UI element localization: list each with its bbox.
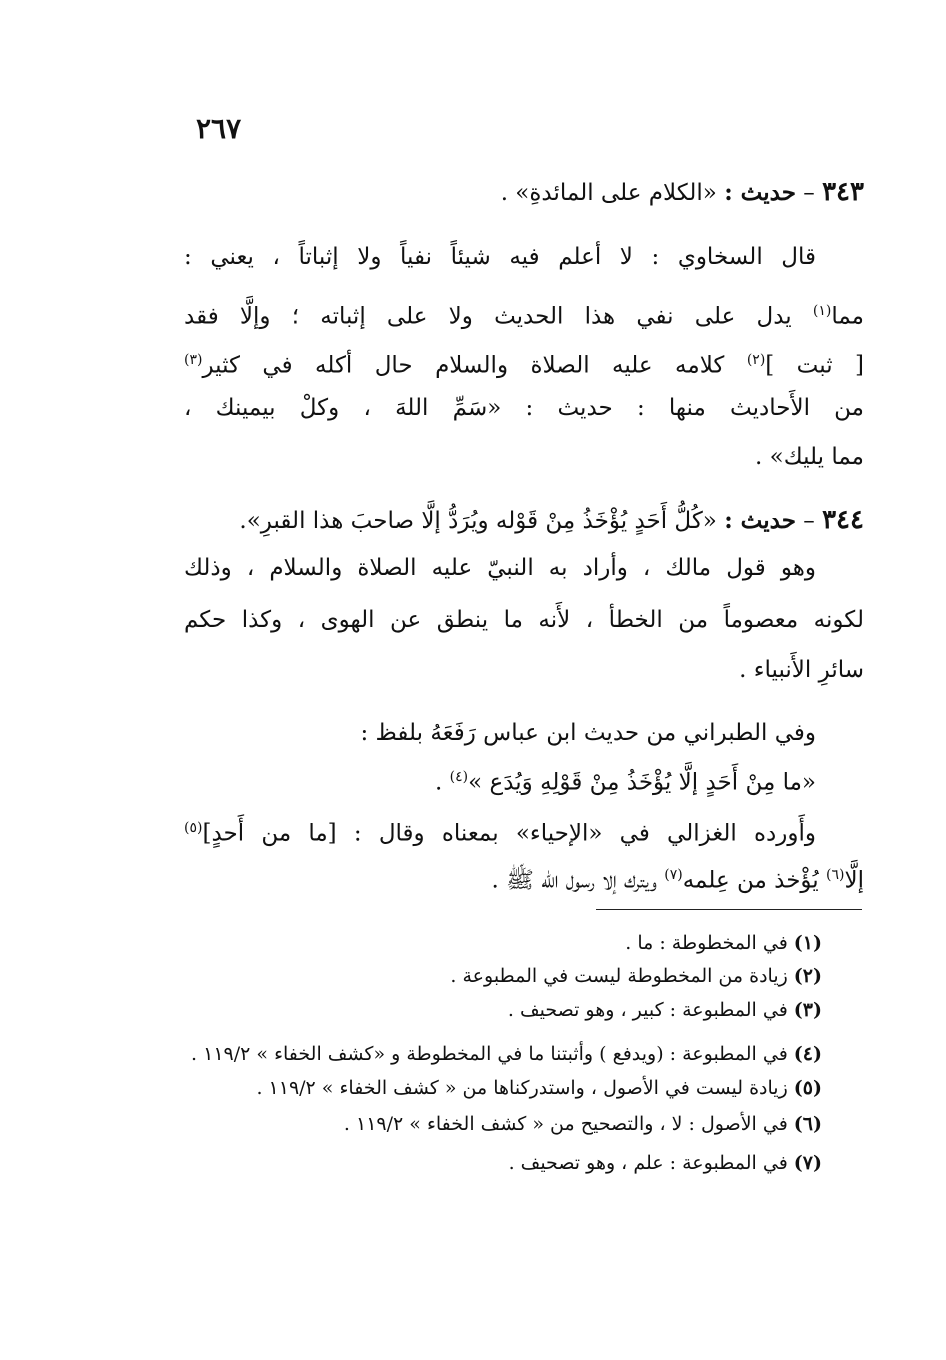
body-343-line-2 [184,291,864,337]
footnote-ref: (٢) [746,352,766,368]
body-343-line-4: من الأَحاديث منها : حديث : «سَمِّ اللهَ ، وكلْ بيمينك ، [184,395,864,421]
footnote-3 [508,995,822,1025]
footnote-text: زيادة من المخطوطة ليست في المطبوعة . [450,965,788,987]
entry-number: ٣٤٣ [822,177,864,207]
footnote-number: (٤) [793,1043,822,1065]
footnote-text: زيادة ليست في الأصول ، واستدركناها من « كشف الخفاء » ١١٩/٢ . [256,1077,788,1099]
entry-343-heading [184,172,864,213]
text-fragment: يُؤْخذ من عِلمه [682,867,827,894]
body-344-line-5 [184,757,816,803]
body-343-line-5: مما يليك» . [755,444,864,470]
footnote-4 [191,1039,822,1069]
footnote-number: (٧) [793,1152,822,1174]
text-fragment: «ما مِنْ أَحَدٍ إلَّا يُؤْخَذُ مِنْ قَوْلِهِ وَيُدَع » [468,769,816,796]
text-fragment: إلَّا [844,867,864,894]
footnote-number: (٦) [793,1113,822,1135]
footnote-ref: (٧) [664,867,683,883]
footnote-number: (٢) [793,965,822,987]
body-344-line-2: لكونه معصوماً من الخطأ ، لأَنه ما ينطق عن الهوى ، وكذا حكم [184,607,864,633]
footnote-text: في المطبوعة : (ويدفع ) وأثبتنا ما في المخطوطة و «كشف الخفاء » ١١٩/٢ . [191,1043,788,1065]
footnote-7 [509,1148,822,1178]
entry-label: حديث : [724,179,796,206]
text-fragment: يدل على نفي هذا الحديث ولا على إثباته ؛ وإلَّا فقد [184,303,813,330]
entry-dash: – [803,180,815,206]
footnote-text: في المطبوعة : علم ، وهو تصحيف . [508,1152,788,1174]
footnote-number: (٥) [793,1077,822,1099]
entry-title: «كُلُّ أَحَدٍ يُؤْخَذُ مِنْ قَوْله ويُرَدُّ إلَّا صاحبَ هذا القبرِ». [239,508,717,534]
footnote-text: في المطبوعة : كبير ، وهو تصحيف . [507,999,788,1021]
body-343-line-3 [184,340,864,386]
text-fragment: وأَورده الغزالي في «الإحياء» بمعناه وقال : [ما من أَحدٍ] [202,820,816,847]
text-fragment: . [435,769,450,796]
footnote-ref: (٦) [826,867,845,883]
body-344-line-7 [184,855,864,901]
footnote-6 [344,1109,822,1139]
body-344-line-1: وهو قول مالك ، وأراد به النبيّ عليه الصلاة والسلام ، وذلك [184,555,816,581]
entry-title: «الكلام على المائدةِ» . [500,180,717,206]
footnote-divider [596,909,862,910]
entry-number: ٣٤٤ [822,505,864,535]
body-344-line-3: سائرِ الأَنبياء . [739,657,864,683]
page-number: ٢٦٧ [196,112,242,145]
entry-label: حديث : [724,507,796,534]
footnote-text: في المخطوطة : ما . [625,932,788,954]
body-344-line-6 [184,808,816,854]
footnote-1 [625,928,822,958]
footnote-2 [450,961,822,991]
body-344-line-4: وفي الطبراني من حديث ابن عباس رَفَعَهُ بلفظ : [360,720,816,746]
entry-dash: – [803,508,815,534]
text-fragment: [ ثبت ] [765,352,865,379]
footnote-text: في الأصول : لا ، والتصحيح من « كشف الخفاء » ١١٩/٢ . [343,1113,788,1135]
footnote-ref: (٥) [184,820,203,836]
footnote-ref: (٤) [449,769,469,785]
footnote-number: (١) [793,932,822,954]
footnote-number: (٣) [793,999,822,1021]
footnote-5 [256,1073,822,1103]
footnote-ref: (٣) [184,352,203,368]
text-fragment: ويترك إلا رسول الله ﷺ . [491,867,665,894]
footnote-ref: (١) [812,303,832,319]
entry-344-heading [184,500,864,541]
body-343-line-1: قال السخاوي : لا أعلم فيه شيئاً نفياً ولا إثباتاً ، يعني : [184,244,816,270]
text-fragment: مما [831,303,864,330]
text-fragment: كلامه عليه الصلاة والسلام حال أكله في كثير [202,352,747,379]
